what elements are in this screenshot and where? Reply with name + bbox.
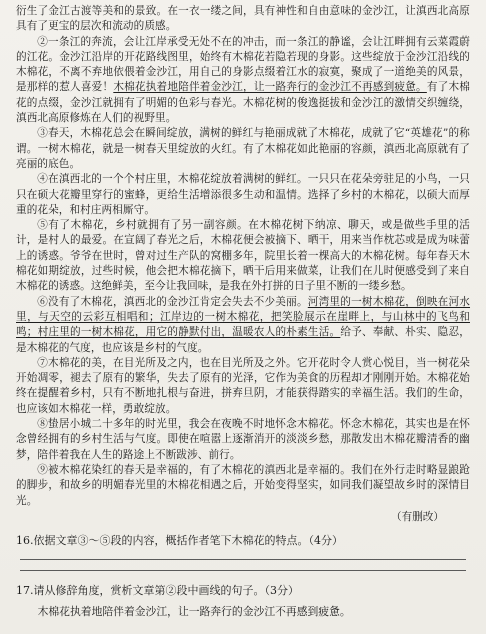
paragraph-9: ⑨被木棉花染红的春天是幸福的，有了木棉花的滇西北是幸福的。我们在外行走时略显踉跄的脚步，和故乡的明媚春光里的木棉花相遇之后，开始变得坚实，如同我们凝望故乡时的深情目光。 bbox=[16, 463, 470, 507]
answer-line-2[interactable] bbox=[20, 570, 466, 571]
paragraph-6 bbox=[16, 295, 470, 356]
question-17-quote: 木棉花执着地陪伴着金沙江，让一路奔行的金沙江不再感到疲惫。 bbox=[37, 604, 351, 618]
question-16-prompt: 16.依据文章③～⑤段的内容，概括作者笔下木棉花的特点。（4分） bbox=[16, 533, 343, 547]
paragraph-2-text-b: 有了木棉花的点缀，金沙江就拥有了明媚的色彩与春光。木棉花树的俊逸挺拔和金沙江的激情交织缠绕，滇西北高原修炼在人们的视野里。 bbox=[16, 81, 470, 125]
paragraph-8: ⑧蛰居小城二十多年的时光里，我会在夜晚不时地怀念木棉花。怀念木棉花，其实也是在怀念曾经拥有的乡村生活与气度。即使在喧嚣上逐渐消开的淡淡乡愁，那散发出木棉花瓣清香的幽梦，陪伴着我在人生的路途上不断跋涉、前行。 bbox=[16, 418, 470, 461]
answer-line-1[interactable] bbox=[20, 559, 466, 560]
question-17 bbox=[16, 583, 470, 620]
paragraph-2-text-a: ②一条江的奔流，会让江岸承受无处不在的冲击，而一条江的静谧，会让江畔拥有云菜霞蔚的江花。金沙江沿岸的开花路线图里，始终有木棉花若隐若现的身影。这些绽放于金沙江沿线的木棉花，不离不弃地依偎着金沙江，用自己的身影点缀着江水的寂寞，聚成了一道绝美的风景，是那样的惹人喜爱！ bbox=[16, 35, 470, 94]
question-16 bbox=[16, 533, 470, 571]
paragraph-1: 衍生了金江古渡等美和的景致。在一衣一缕之间，具有神性和自由意味的金沙江，让滇西北高原具有了更宝的层次和流动的质感。 bbox=[16, 5, 470, 33]
paragraph-6-text-b: 给予、奉献、朴实、隐忍，是木棉花的气度，也应该是乡村的气度。 bbox=[16, 326, 471, 354]
underlined-sentence-6: 河湾里的一树木棉花，倒映在河水里，与天空的云彩互相唱和；江岸边的一树木棉花，把笑脸展示在崖畔上，与山林中的飞鸟和鸣；村庄里的一树木棉花，用它的静默付出，温暖农人的朴素生活。 bbox=[16, 295, 471, 339]
paragraph-7: ⑦木棉花的美，在目光所及之内，也在目光所及之外。它开花时令人赏心悦目，当一树花朵开始凋零，褪去了原有的繁华，失去了原有的光泽，它作为美食的历程却才刚刚开始。木棉花始终在提醒着乡村，只有不断地扎根与奋进，拼弃旦阴，才能获得踏实的幸福生活。我们的生命，也应该如木棉花一样，勇敢绽放。 bbox=[16, 356, 470, 415]
underlined-sentence-2: 木棉花执着地陪伴着金沙江，让一路奔行的金沙江不再感到疲惫。 bbox=[113, 81, 427, 94]
paragraph-2 bbox=[16, 35, 470, 127]
paragraph-3: ③春天，木棉花总会在瞬间绽放，满树的鲜红与艳丽成就了木棉花，成就了它“英雄花”的称谓。一树木棉花，就是一树春天里绽放的火红。有了木棉花如此艳丽的容颜，滇西北高原就有了亮丽的底色。 bbox=[16, 127, 470, 170]
paragraph-4: ④在滇西北的一个个村庄里，木棉花绽放着满树的鲜红。一只只在花朵旁驻足的小鸟，一只只在硕大花瓣里穿行的蜜蜂，更给生活增添很多生动和温情。选择了乡村的木棉花，以硕大而厚重的花朵，和村庄两相厮守。 bbox=[16, 173, 470, 216]
edit-note: （有删改） bbox=[391, 510, 444, 523]
paragraph-5: ⑤有了木棉花，乡村就拥有了另一副容颜。在木棉花树下纳凉、聊天，或是做些手里的活计，是村人的最爱。在宣阔了春光之后，木棉花便会被摘下、晒干，用来当作枕芯或是成为味蕾上的诱惑。爷爷在世时，曾对过生产队的窝棚多年，院里长着一棵高大的木棉花树。每年春天木棉花如期绽放，过些时候，他会把木棉花摘下，晒干后用来做菜，让我们在儿时便感受到了来自木棉花的诱惑。这绝鲜美，至今让我回味，是我在外打拼的日子里不断的一缕乡愁。 bbox=[16, 219, 470, 293]
question-17-prompt: 17.请从修辞角度，赏析文章第②段中画线的句子。（3分） bbox=[16, 583, 299, 597]
reading-passage bbox=[16, 4, 470, 525]
paragraph-6-text-a: ⑥没有了木棉花，滇西北的金沙江肯定会失去不少美丽。 bbox=[37, 295, 308, 308]
